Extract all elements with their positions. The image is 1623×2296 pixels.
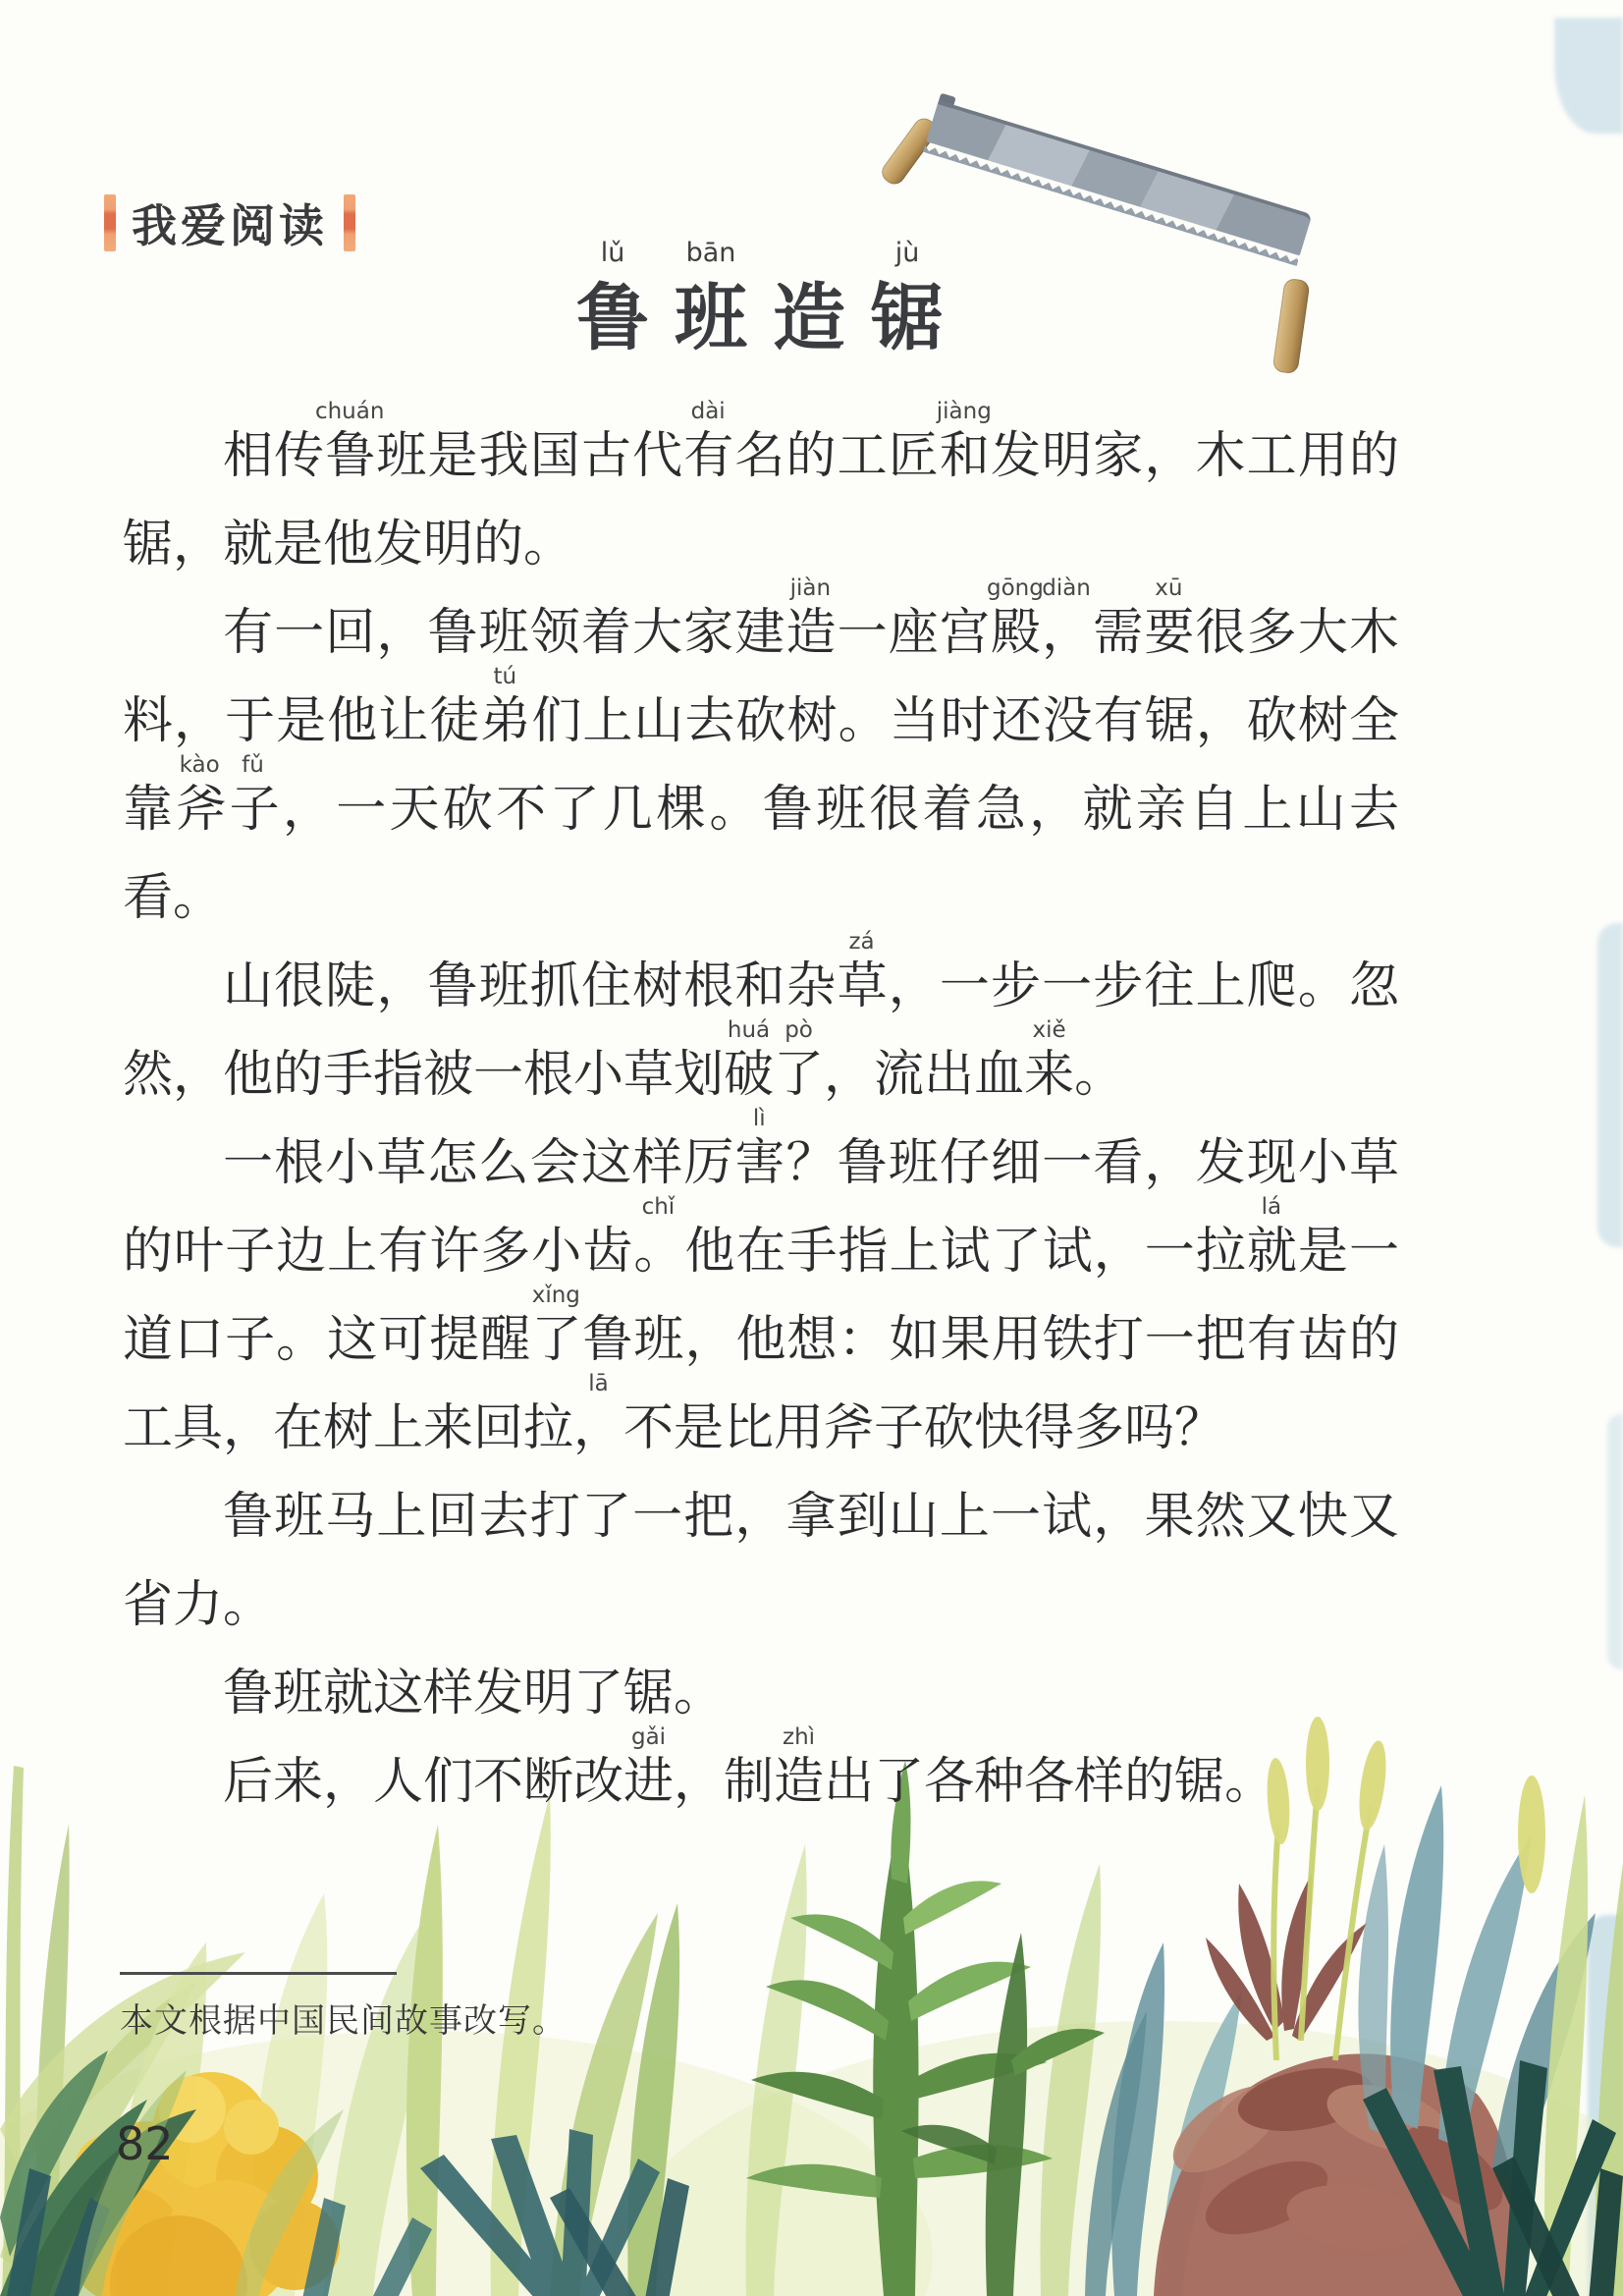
annotated-char: 厉 lì (683, 1134, 734, 1192)
story-paragraph: 有一回，鲁班领着大家建 jiàn 造一座宫 gōng 殿 diàn ，需 xū 要很多大木料，于是他让徒 tú 弟们上山去砍树。当时还没有锯，砍树全靠 kào 斧 fǔ 子，一天砍不了几棵。鲁班很着急，就亲自上山去看。 (123, 589, 1399, 943)
badge-right-bar (344, 194, 355, 251)
story-paragraph: 山很陡，鲁班抓住树根和杂 zá 草，一步一步往上爬。忽然，他的手指被一根小草划 huá 破 pò 了，流出血 xiě 来。 (123, 929, 1399, 1104)
badge-left-bar (104, 194, 116, 251)
story-paragraph: 鲁班就这样发明了锯。 (223, 1665, 725, 1722)
annotated-char: 改 gǎi (573, 1753, 623, 1811)
pinyin-annotation: chuán (314, 399, 385, 424)
pinyin-annotation: gōng (986, 575, 1044, 601)
pinyin-annotation: kào (179, 752, 220, 778)
pinyin-annotation: fǔ (242, 752, 264, 778)
annotated-char: 代 dài (632, 427, 683, 485)
annotated-char: 拉 lā (523, 1399, 573, 1457)
annotated-char: 锯 jù (871, 238, 944, 360)
pinyin-annotation: pò (784, 1017, 813, 1043)
annotated-char: 醒 xǐng (480, 1311, 531, 1369)
annotated-char: 徒 tú (429, 692, 480, 750)
story-paragraph: 后来，人们不断改 gǎi 进，制 zhì 造出了各种各样的锯。 (223, 1724, 1275, 1811)
annotated-char: 鲁 lǔ (576, 238, 649, 360)
annotated-char: 匠 jiàng (889, 427, 940, 485)
footnote-text: 本文根据中国民间故事改写。 (120, 2001, 567, 2041)
pinyin-annotation: lǔ (600, 238, 625, 268)
story (123, 399, 1399, 1827)
annotated-char: 破 pò (724, 1046, 774, 1104)
story-paragraph: 鲁班马上回去打了一把，拿到山上一试，果然又快又省力。 (123, 1488, 1399, 1634)
story-paragraph: 相传 chuán 鲁班是我国古代 dài 有名的工匠 jiàng 和发明家，木工用的锯，就是他发明的。 (123, 399, 1399, 574)
pinyin-annotation: huá (727, 1017, 771, 1043)
annotated-char: 齿 chǐ (582, 1223, 633, 1281)
annotated-char: 班 bān (675, 238, 747, 360)
pinyin-annotation: lā (588, 1371, 609, 1396)
page-number: 82 (116, 2117, 174, 2170)
pinyin-annotation: lá (1261, 1194, 1282, 1220)
annotated-char: 杂 zá (785, 957, 837, 1015)
annotated-char: 宫 gōng (940, 604, 991, 662)
annotated-char: 靠 kào (123, 781, 176, 839)
annotated-char: 传 chuán (274, 427, 325, 485)
footnote-divider (120, 1972, 397, 1975)
pinyin-annotation: xiě (1032, 1017, 1066, 1043)
annotated-char: 建 jiàn (734, 604, 785, 662)
annotated-char: 殿 diàn (991, 604, 1042, 662)
pinyin-annotation: tú (493, 664, 517, 689)
annotated-char: 划 huá (674, 1046, 724, 1104)
page-edge-watercolor (1607, 1414, 1623, 1669)
annotated-char: 斧 fǔ (176, 781, 229, 839)
annotated-char: 需 xū (1093, 604, 1144, 662)
saw-blade (926, 100, 1312, 255)
pinyin-annotation: zhì (783, 1724, 816, 1750)
pinyin-annotation: gǎi (630, 1724, 667, 1750)
annotated-char: 拉 lá (1196, 1223, 1247, 1281)
pinyin-annotation: chǐ (641, 1194, 676, 1220)
annotated-char: 制 zhì (724, 1753, 774, 1811)
pinyin-annotation: xū (1155, 575, 1183, 601)
pinyin-annotation: jiàn (789, 575, 832, 601)
badge-label: 我爱阅读 (132, 199, 328, 252)
lesson-title (123, 238, 1397, 360)
pinyin-annotation: diàn (1042, 575, 1091, 601)
pinyin-annotation: bān (685, 238, 736, 268)
story-paragraph: 一根小草怎么会这样厉 lì 害？鲁班仔细一看，发现小草的叶子边上有许多小齿 chǐ 。他在手指上试了试，一拉 lá 就是一道口子。这可提醒 xǐng 了鲁班，他想：如果用铁打一把有齿的工具，在树上来回拉 lā ，不是比用斧子砍快得多吗？ (123, 1106, 1399, 1457)
pinyin-annotation: xǐng (531, 1283, 580, 1308)
page-edge-watercolor (1597, 923, 1623, 1247)
pinyin-annotation: jiàng (936, 399, 992, 424)
pinyin-annotation: jù (894, 238, 920, 268)
reading-section-badge (104, 191, 355, 255)
page-edge-watercolor (1554, 18, 1623, 134)
pinyin-annotation: dài (690, 399, 726, 424)
pinyin-annotation: lì (752, 1106, 766, 1131)
pinyin-annotation: zá (848, 929, 875, 955)
annotated-char: 血 xiě (974, 1046, 1024, 1104)
annotated-char: 造 (773, 276, 845, 360)
